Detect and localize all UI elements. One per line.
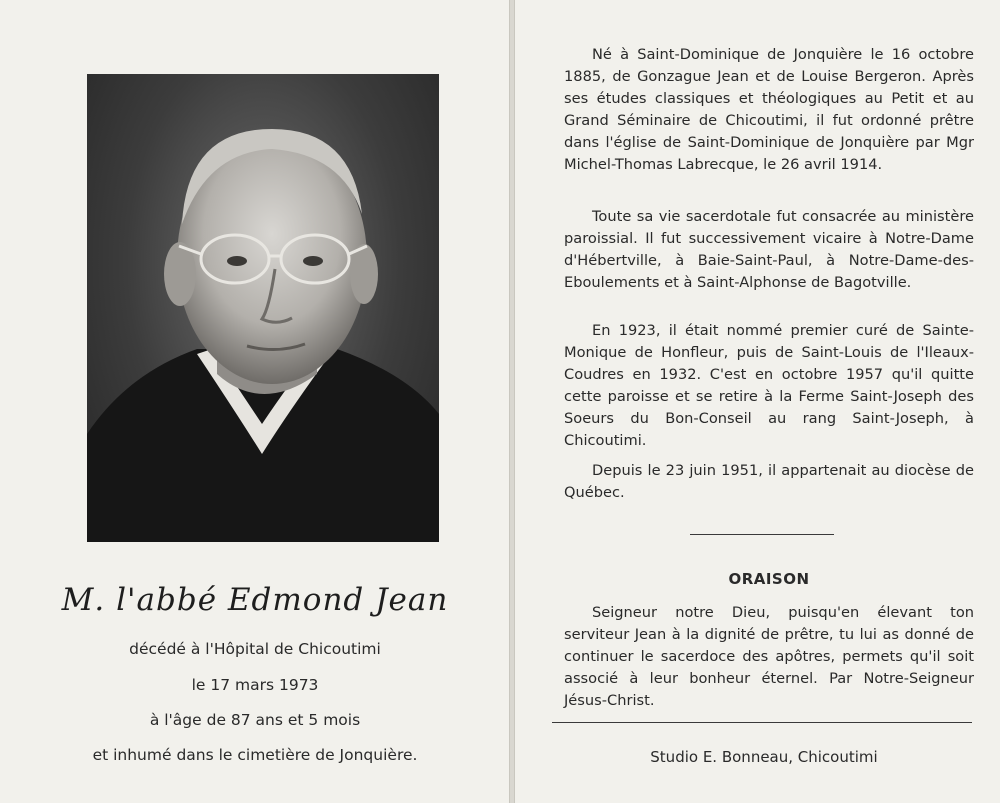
portrait-illustration [87, 74, 439, 542]
biography-paragraph-2: Toute sa vie sacerdotale fut consacrée au ministère paroissial. Il fut successivement vicaire à Notre-Dame d'Hébertville, à Baie-Saint-Paul, à Notre-Dame-des-Eboulements et à Saint-Alphonse de Bagotville. [564, 208, 974, 291]
long-divider [552, 722, 972, 723]
portrait-photo [87, 74, 439, 542]
death-date-line: le 17 mars 1973 [191, 676, 319, 694]
burial-line: et inhumé dans le cimetière de Jonquière. [92, 746, 418, 764]
deceased-name: M. l'abbé Edmond Jean [61, 582, 449, 618]
biography-paragraph-1: Né à Saint-Dominique de Jonquière le 16 octobre 1885, de Gonzague Jean et de Louise Bergeron. Après ses études classiques et théologiques au Petit et au Grand Séminaire de Chicoutimi, il fut ordonné prêtre dans l'église de Saint-Dominique de Jonquière par Mgr Michel-Thomas Labrecque, le 26 avril 1914. [564, 46, 974, 173]
biography-paragraph-4: Depuis le 23 juin 1951, il appartenait au diocèse de Québec. [564, 462, 974, 501]
death-place-line: décédé à l'Hôpital de Chicoutimi [129, 640, 381, 658]
studio-credit: Studio E. Bonneau, Chicoutimi [650, 748, 878, 766]
biography-paragraph-3: En 1923, il était nommé premier curé de Sainte-Monique de Honfleur, puis de Saint-Louis de l'Ileaux-Coudres en 1932. C'est en octobre 1957 qu'il quitte cette paroisse et se retire à la Ferme Saint-Joseph des Soeurs du Bon-Conseil au rang Saint-Joseph, à Chicoutimi. [564, 322, 974, 449]
age-line: à l'âge de 87 ans et 5 mois [149, 711, 361, 729]
prayer-text: Seigneur notre Dieu, puisqu'en élevant ton serviteur Jean à la dignité de prêtre, tu lui as donné de continuer le sacerdoce des apôtres, permets qu'il soit associé à leur bonheur éternel. Par Notre-Seigneur Jésus-Christ. [564, 604, 974, 709]
prayer-heading: ORAISON [728, 570, 810, 588]
short-divider [690, 534, 834, 535]
